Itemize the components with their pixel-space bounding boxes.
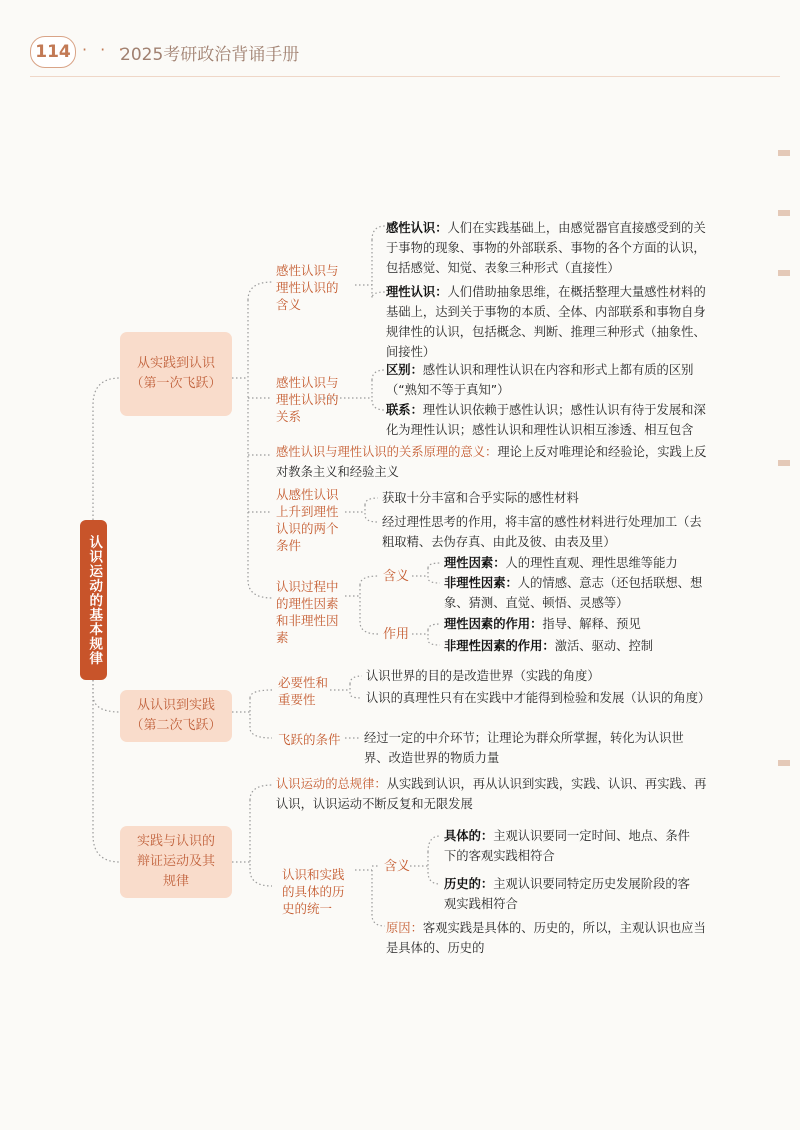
relation-significance (276, 442, 710, 482)
definition-text: 人的理性直观、理性思维等能力 (505, 556, 678, 570)
branch-label: 实践与认识的 (136, 834, 215, 849)
definition-text: 激活、驱动、控制 (554, 639, 654, 653)
sub-label-line: 感性认识与 (276, 375, 339, 390)
term: 具体的： (444, 829, 494, 843)
sub-label-line: 的具体的历 (282, 884, 345, 899)
branch-dialectical-movement (120, 826, 232, 898)
definition-text: 理论上反对唯理论和经验论，实践上反对教条主义和经验主义 (276, 445, 707, 479)
branch-label: 规律 (162, 874, 189, 889)
header-dots: · · · (82, 40, 128, 59)
relation-connection (386, 400, 716, 440)
sub-label-line: 从感性认识 (276, 487, 339, 502)
term: 历史的： (444, 877, 494, 891)
condition-one: 获取十分丰富和合乎实际的感性材料 (382, 491, 579, 505)
root-label: 认识运动的基本规律 (86, 534, 103, 666)
branch-cognition-to-practice (120, 690, 232, 742)
sub-label-line: 上升到理性 (276, 504, 339, 519)
concrete-unity (444, 826, 694, 866)
definition-rational (386, 282, 708, 362)
definition-text: 人的情感、意志（还包括联想、想象、猜测、直觉、顿悟、灵感等） (444, 576, 703, 610)
sub-label-line: 认识和实践 (282, 867, 345, 882)
necessity-point-one: 认识世界的目的是改造世界（实践的角度） (366, 669, 600, 683)
term: 理性认识： (386, 285, 448, 299)
term: 非理性因素的作用： (444, 639, 555, 653)
unity-reason (386, 918, 710, 958)
sub-label-line: 重要性 (278, 692, 316, 707)
definition-text: 人们在实践基础上，由感觉器官直接感受到的关于事物的现象、事物的外部联系、事物的各个方面的认识，包括感觉、知觉、表象三种形式（直接性） (386, 221, 706, 275)
definition-text: 指导、解释、预见 (542, 617, 641, 631)
sub-label-line: 理性认识的 (276, 280, 339, 295)
definition-text: 理性认识依赖于感性认识；感性认识有待于发展和深化为理性认识；感性认识和理性认识相互渗透、相互包含 (386, 403, 706, 437)
term: 理性因素的作用： (444, 617, 543, 631)
term: 原因： (386, 921, 423, 935)
sub-label-relation (276, 374, 339, 425)
condition-two: 经过理性思考的作用，将丰富的感性材料进行处理加工（去粗取精、去伪存真、由此及彼、由表及里） (382, 515, 702, 549)
general-law (276, 774, 710, 814)
term: 感性认识与理性认识的关系原理的意义： (276, 445, 498, 459)
definition-perceptual (386, 218, 708, 278)
sub-label-line: 的理性因素 (276, 596, 339, 611)
irrational-function (444, 636, 714, 656)
definition-text: 感性认识和理性认识在内容和形式上都有质的区别（“熟知不等于真知”） (386, 363, 694, 397)
meaning-tag: 含义 (383, 569, 410, 584)
sub-label-meaning (276, 262, 339, 313)
branch-label: （第二次飞跃） (130, 718, 222, 733)
rational-function (444, 614, 714, 634)
historical-unity (444, 874, 694, 914)
definition-text: 客观实践是具体的、历史的，所以，主观认识也应当是具体的、历史的 (386, 921, 706, 955)
sub-label-line: 素 (276, 630, 289, 645)
meaning-tag: 含义 (384, 859, 411, 874)
leap-conditions-text: 经过一定的中介环节；让理论为群众所掌握，转化为认识世界、改造世界的物质力量 (364, 731, 684, 765)
sub-label-unity (282, 866, 345, 917)
sub-label-line: 条件 (276, 538, 302, 553)
function-tag: 作用 (383, 627, 410, 642)
definition-text: 主观认识要同特定历史发展阶段的客观实践相符合 (444, 877, 690, 911)
branch-label: 辩证运动及其 (136, 854, 215, 869)
rational-factor (444, 553, 714, 573)
branch-label: 从认识到实践 (136, 698, 215, 713)
definition-text: 从实践到认识，再从认识到实践，实践、认识、再实践、再认识，认识运动不断反复和无限发展 (276, 777, 707, 811)
definition-text: 人们借助抽象思维，在概括整理大量感性材料的基础上，达到关于事物的本质、全体、内部联系和事物自身规律性的认识，包括概念、判断、推理三种形式（抽象性、间接性） (386, 285, 706, 359)
sub-label-factors (276, 578, 339, 646)
sub-label-line: 含义 (276, 297, 302, 312)
sub-label-line: 和非理性因 (276, 613, 339, 628)
sub-label-line: 认识过程中 (276, 579, 339, 594)
branch-label: （第一次飞跃） (130, 376, 222, 391)
sub-label-line: 感性认识与 (276, 263, 339, 278)
term: 认识运动的总规律： (276, 777, 387, 791)
term: 联系： (386, 403, 423, 417)
root-node (80, 520, 107, 680)
page-number-badge: 114 (30, 36, 76, 68)
term: 感性认识： (386, 221, 448, 235)
sub-label-conditions (276, 486, 339, 554)
sub-label-necessity (278, 674, 328, 708)
sub-label-line: 认识的两个 (276, 521, 339, 536)
term: 理性因素： (444, 556, 506, 570)
sub-label-line: 史的统一 (282, 901, 333, 916)
sub-label-line: 理性认识的 (276, 392, 339, 407)
irrational-factor (444, 573, 714, 613)
sub-label-leap-conditions: 飞跃的条件 (278, 732, 341, 747)
definition-text: 主观认识要同一定时间、地点、条件下的客观实践相符合 (444, 829, 690, 863)
sub-label-line: 必要性和 (278, 675, 329, 690)
sub-label-line: 关系 (276, 409, 302, 424)
branch-label: 从实践到认识 (136, 356, 215, 371)
necessity-point-two: 认识的真理性只有在实践中才能得到检验和发展（认识的角度） (366, 691, 711, 705)
term: 区别： (386, 363, 423, 377)
branch-practice-to-cognition (120, 332, 232, 416)
relation-difference (386, 360, 708, 400)
term: 非理性因素： (444, 576, 518, 590)
book-title: 2025考研政治背诵手册 (120, 45, 300, 65)
